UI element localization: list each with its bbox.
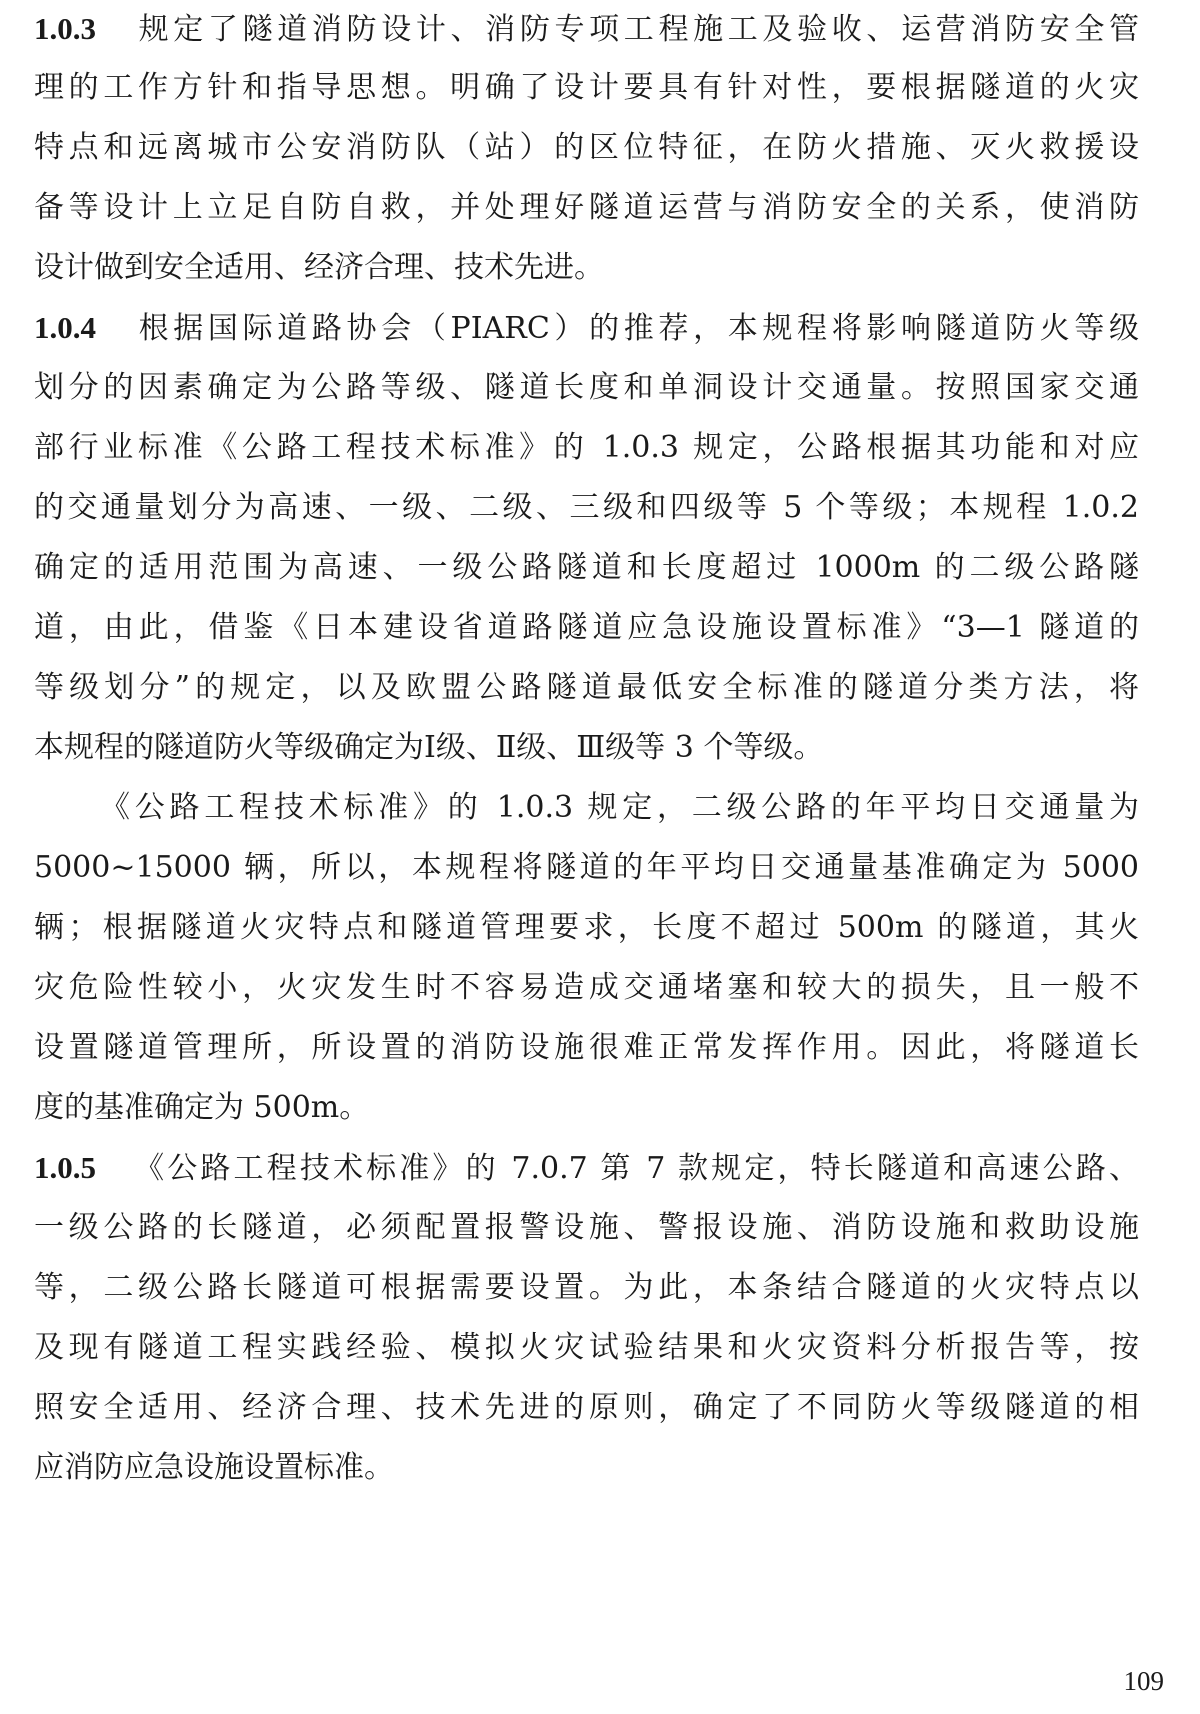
clause-1-0-5-line-5: 照安全适用、经济合理、技术先进的原则，确定了不同防火等级隧道的相 xyxy=(34,1390,1139,1425)
clause-1-0-5-line-4: 及现有隧道工程实践经验、模拟火灾试验结果和火灾资料分析报告等，按 xyxy=(34,1330,1139,1365)
clause-1-0-3-line-2: 理的工作方针和指导思想。明确了设计要具有针对性，要根据隧道的火灾 xyxy=(34,70,1139,105)
clause-number: 1.0.4 xyxy=(34,310,96,345)
clause-1-0-4-para2-line-4: 灾危险性较小，火灾发生时不容易造成交通堵塞和较大的损失，且一般不 xyxy=(34,970,1139,1005)
clause-1-0-4-para2-line-5: 设置隧道管理所，所设置的消防设施很难正常发挥作用。因此，将隧道长 xyxy=(34,1030,1139,1065)
clause-1-0-3-line-1 xyxy=(34,4,1139,54)
clause-1-0-5-line-3: 等，二级公路长隧道可根据需要设置。为此，本条结合隧道的火灾特点以 xyxy=(34,1270,1139,1305)
clause-1-0-4-para2-line-6: 度的基准确定为 500m。 xyxy=(34,1090,370,1125)
clause-1-0-4-para2-line-3: 辆；根据隧道火灾特点和隧道管理要求，长度不超过 500m 的隧道，其火 xyxy=(34,910,1139,945)
clause-1-0-4-line-6: 道，由此，借鉴《日本建设省道路隧道应急设施设置标准》“3—1 隧道的 xyxy=(34,610,1139,645)
clause-number: 1.0.5 xyxy=(34,1150,96,1185)
clause-1-0-4-line-7: 等级划分”的规定，以及欧盟公路隧道最低安全标准的隧道分类方法，将 xyxy=(34,670,1139,705)
clause-1-0-4-para2-line-1: 《公路工程技术标准》的 1.0.3 规定，二级公路的年平均日交通量为 xyxy=(100,790,1139,825)
clause-1-0-4-line-1 xyxy=(34,303,1139,353)
clause-1-0-5-line-6: 应消防应急设施设置标准。 xyxy=(34,1450,394,1485)
clause-1-0-3-line-4: 备等设计上立足自防自救，并处理好隧道运营与消防安全的关系，使消防 xyxy=(34,190,1139,225)
clause-1-0-4-line-4: 的交通量划分为高速、一级、二级、三级和四级等 5 个等级；本规程 1.0.2 xyxy=(34,490,1139,525)
clause-1-0-5-line-2: 一级公路的长隧道，必须配置报警设施、警报设施、消防设施和救助设施 xyxy=(34,1210,1139,1245)
page-number: 109 xyxy=(1123,1666,1164,1696)
clause-1-0-4-line-8: 本规程的隧道防火等级确定为Ⅰ级、Ⅱ级、Ⅲ级等 3 个等级。 xyxy=(34,730,824,765)
clause-1-0-4-line-2: 划分的因素确定为公路等级、隧道长度和单洞设计交通量。按照国家交通 xyxy=(34,370,1139,405)
clause-1-0-4-line-3: 部行业标准《公路工程技术标准》的 1.0.3 规定，公路根据其功能和对应 xyxy=(34,430,1139,465)
clause-text: 规定了隧道消防设计、消防专项工程施工及验收、运营消防安全管 xyxy=(138,12,1140,47)
clause-1-0-3-line-5: 设计做到安全适用、经济合理、技术先进。 xyxy=(34,250,604,285)
clause-1-0-3-line-3: 特点和远离城市公安消防队（站）的区位特征，在防火措施、灭火救援设 xyxy=(34,130,1139,165)
clause-text: 《公路工程技术标准》的 7.0.7 第 7 款规定，特长隧道和高速公路、 xyxy=(134,1151,1139,1186)
clause-1-0-5-line-1 xyxy=(34,1143,1139,1193)
clause-text: 根据国际道路协会（PIARC）的推荐，本规程将影响隧道防火等级 xyxy=(138,311,1139,346)
clause-1-0-4-para2-line-2: 5000~15000 辆，所以，本规程将隧道的年平均日交通量基准确定为 5000 xyxy=(34,850,1139,885)
clause-1-0-4-line-5: 确定的适用范围为高速、一级公路隧道和长度超过 1000m 的二级公路隧 xyxy=(34,550,1139,585)
clause-number: 1.0.3 xyxy=(34,11,96,46)
